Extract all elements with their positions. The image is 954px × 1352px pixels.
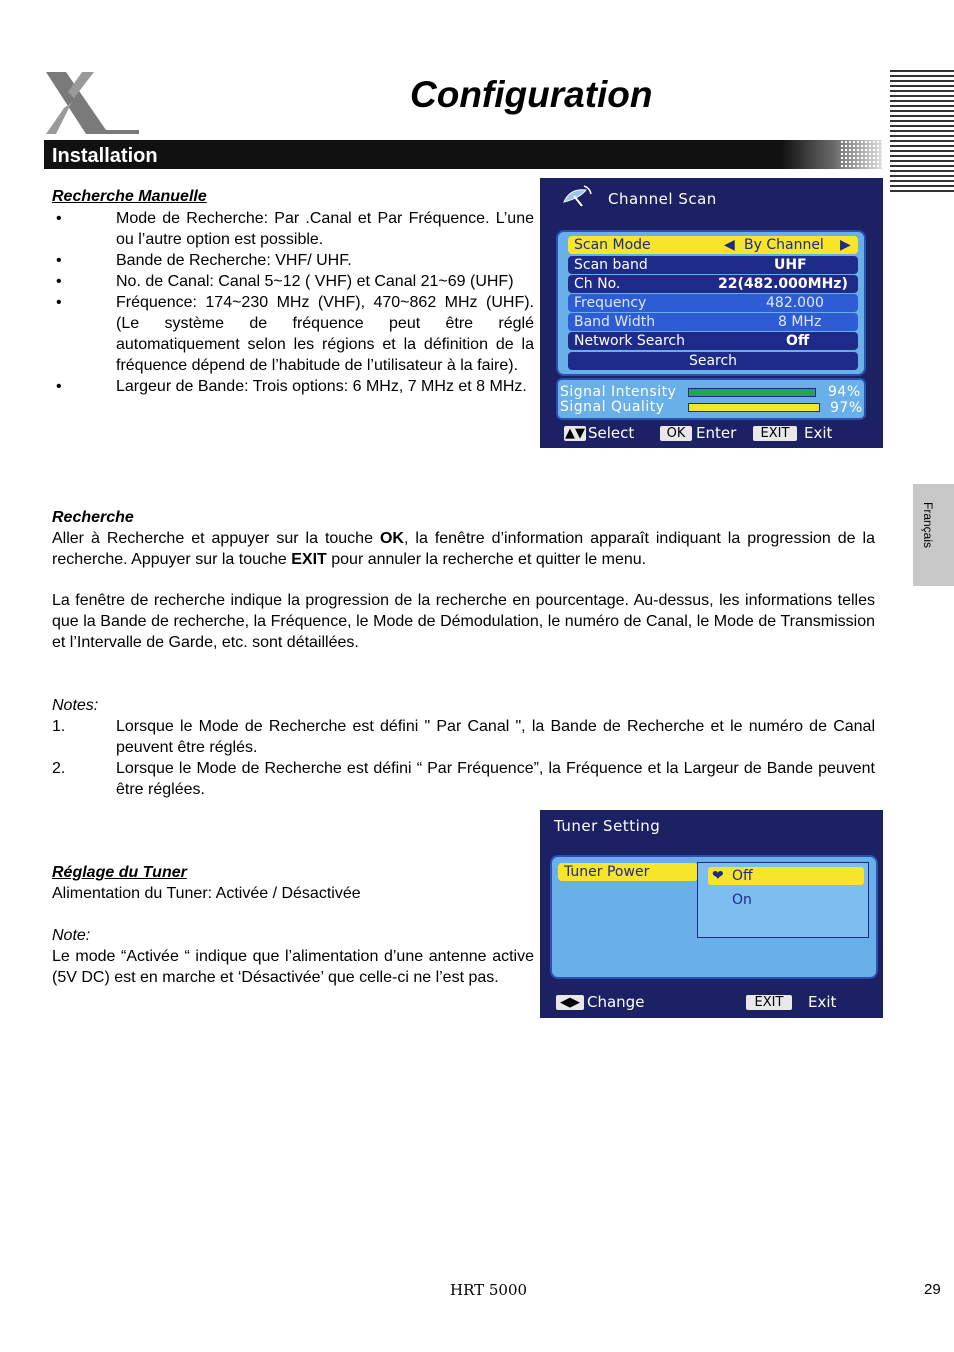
left-arrow-icon[interactable]: ◀ xyxy=(724,237,735,253)
list-item: • Largeur de Bande: Trois options: 6 MHz, 7 MHz et 8 MHz. xyxy=(56,378,527,395)
tuner-heading: Réglage du Tuner xyxy=(52,864,187,881)
notes-list xyxy=(52,716,875,800)
exit-key: EXIT xyxy=(746,995,792,1010)
bullet-mark: • xyxy=(56,252,62,269)
network-search-row[interactable]: Network Search Off xyxy=(568,332,858,350)
frequency-row[interactable]: Frequency 482.000 xyxy=(568,294,858,312)
dot-pattern xyxy=(840,140,882,169)
signal-quality-label: Signal Quality xyxy=(560,399,665,415)
signal-intensity-bar xyxy=(688,388,816,397)
search-paragraph-2: La fenêtre de recherche indique la progression de la recherche en pourcentage. Au-dessus, les informations telles que la Bande de recherche, la Fréquence, le Mode de Démodulation, le numéro de Canal, le Mode de Transmission et l’Intervalle de Garde, etc. sont détaillées. xyxy=(52,592,875,651)
tuner-setting-screen xyxy=(540,810,883,1018)
model-name: HRT 5000 xyxy=(450,1281,528,1299)
list-item: • Fréquence: 174~230 MHz (VHF), 470~862 MHz (UHF). (Le système de fréquence peut être réglé automatiquement selon les régions et la définition de la fréquence dépend de l’habitude de l’utilisateur à la faire). xyxy=(56,294,534,374)
search-button[interactable]: Search xyxy=(568,352,858,370)
change-hint: Change xyxy=(587,993,645,1011)
bullet-mark: • xyxy=(56,273,62,290)
bullet-mark: • xyxy=(56,210,62,227)
signal-intensity-value: 94% xyxy=(828,384,861,400)
option-off[interactable]: ❤ Off xyxy=(708,867,864,885)
right-arrow-icon[interactable]: ▶ xyxy=(840,237,851,253)
channel-scan-title: Channel Scan xyxy=(608,190,717,208)
up-down-arrows-icon: ▲▼ xyxy=(565,426,585,441)
exit-hint: Exit xyxy=(808,993,837,1011)
scan-settings-panel xyxy=(556,230,866,376)
signal-quality-value: 97% xyxy=(830,400,863,416)
enter-hint: Enter xyxy=(696,424,737,442)
channel-scan-screen xyxy=(540,178,883,448)
bullet-mark: • xyxy=(56,294,62,311)
heart-icon: ❤ xyxy=(712,868,724,884)
list-item: • Bande de Recherche: VHF/ UHF. xyxy=(56,252,352,269)
search-heading: Recherche xyxy=(52,509,134,526)
list-item: • Mode de Recherche: Par .Canal et Par Fréquence. L’une ou l’autre option est possible. xyxy=(56,210,534,248)
manual-search-heading: Recherche Manuelle xyxy=(52,188,207,205)
page-title: Configuration xyxy=(410,74,653,115)
exit-hint: Exit xyxy=(804,424,833,442)
signal-intensity-label: Signal Intensity xyxy=(560,384,677,400)
language-label: Français xyxy=(921,502,935,549)
tuner-line: Alimentation du Tuner: Activée / Désactivée xyxy=(52,885,361,902)
xoro-logo xyxy=(44,68,144,138)
page-number: 29 xyxy=(924,1281,941,1298)
tuner-power-options xyxy=(697,862,869,938)
signal-quality-bar xyxy=(688,403,820,412)
tuner-note-heading: Note: xyxy=(52,927,91,944)
ok-key: OK xyxy=(660,426,692,441)
section-title: Installation xyxy=(52,145,158,167)
tuner-power-row[interactable]: Tuner Power xyxy=(558,863,698,881)
signal-panel xyxy=(556,378,866,420)
bullet-mark: • xyxy=(56,378,62,395)
list-item: 2. Lorsque le Mode de Recherche est défini “ Par Fréquence”, la Fréquence et la Largeur de Bande peuvent être réglées. xyxy=(52,760,875,798)
scan-band-row[interactable]: Scan band UHF xyxy=(568,256,858,274)
manual-search-list xyxy=(52,208,534,397)
tuner-panel xyxy=(550,855,878,979)
language-tab xyxy=(913,484,954,586)
tuner-setting-title: Tuner Setting xyxy=(554,817,661,835)
scan-mode-row[interactable]: Scan Mode ◀ By Channel ▶ xyxy=(568,236,858,254)
channel-number-row[interactable]: Ch No. 22(482.000MHz) xyxy=(568,275,858,293)
satellite-dish-icon xyxy=(560,184,594,210)
exit-key: EXIT xyxy=(753,426,797,441)
search-paragraph-1: Aller à Recherche et appuyer sur la touche OK, la fenêtre d’information apparaît indiquant la progression de la recherche. Appuyer sur la touche EXIT pour annuler la recherche et quitter le menu. xyxy=(52,530,876,568)
left-right-arrows-icon: ◀▶ xyxy=(556,995,584,1010)
tuner-note-text: Le mode “Activée “ indique que l’alimentation d’une antenne active (5V DC) est en marche et ‘Désactivée’ que celle-ci ne l’est pas. xyxy=(52,948,534,986)
band-width-row[interactable]: Band Width 8 MHz xyxy=(568,313,858,331)
select-hint: Select xyxy=(588,424,635,442)
section-header-bar xyxy=(44,140,882,169)
decorative-stripes xyxy=(890,70,954,195)
list-item: • No. de Canal: Canal 5~12 ( VHF) et Canal 21~69 (UHF) xyxy=(56,273,514,290)
list-item: 1. Lorsque le Mode de Recherche est défini " Par Canal ", la Bande de Recherche et le numéro de Canal peuvent être réglés. xyxy=(52,718,875,756)
notes-heading: Notes: xyxy=(52,697,99,714)
option-on[interactable]: On xyxy=(732,892,752,908)
